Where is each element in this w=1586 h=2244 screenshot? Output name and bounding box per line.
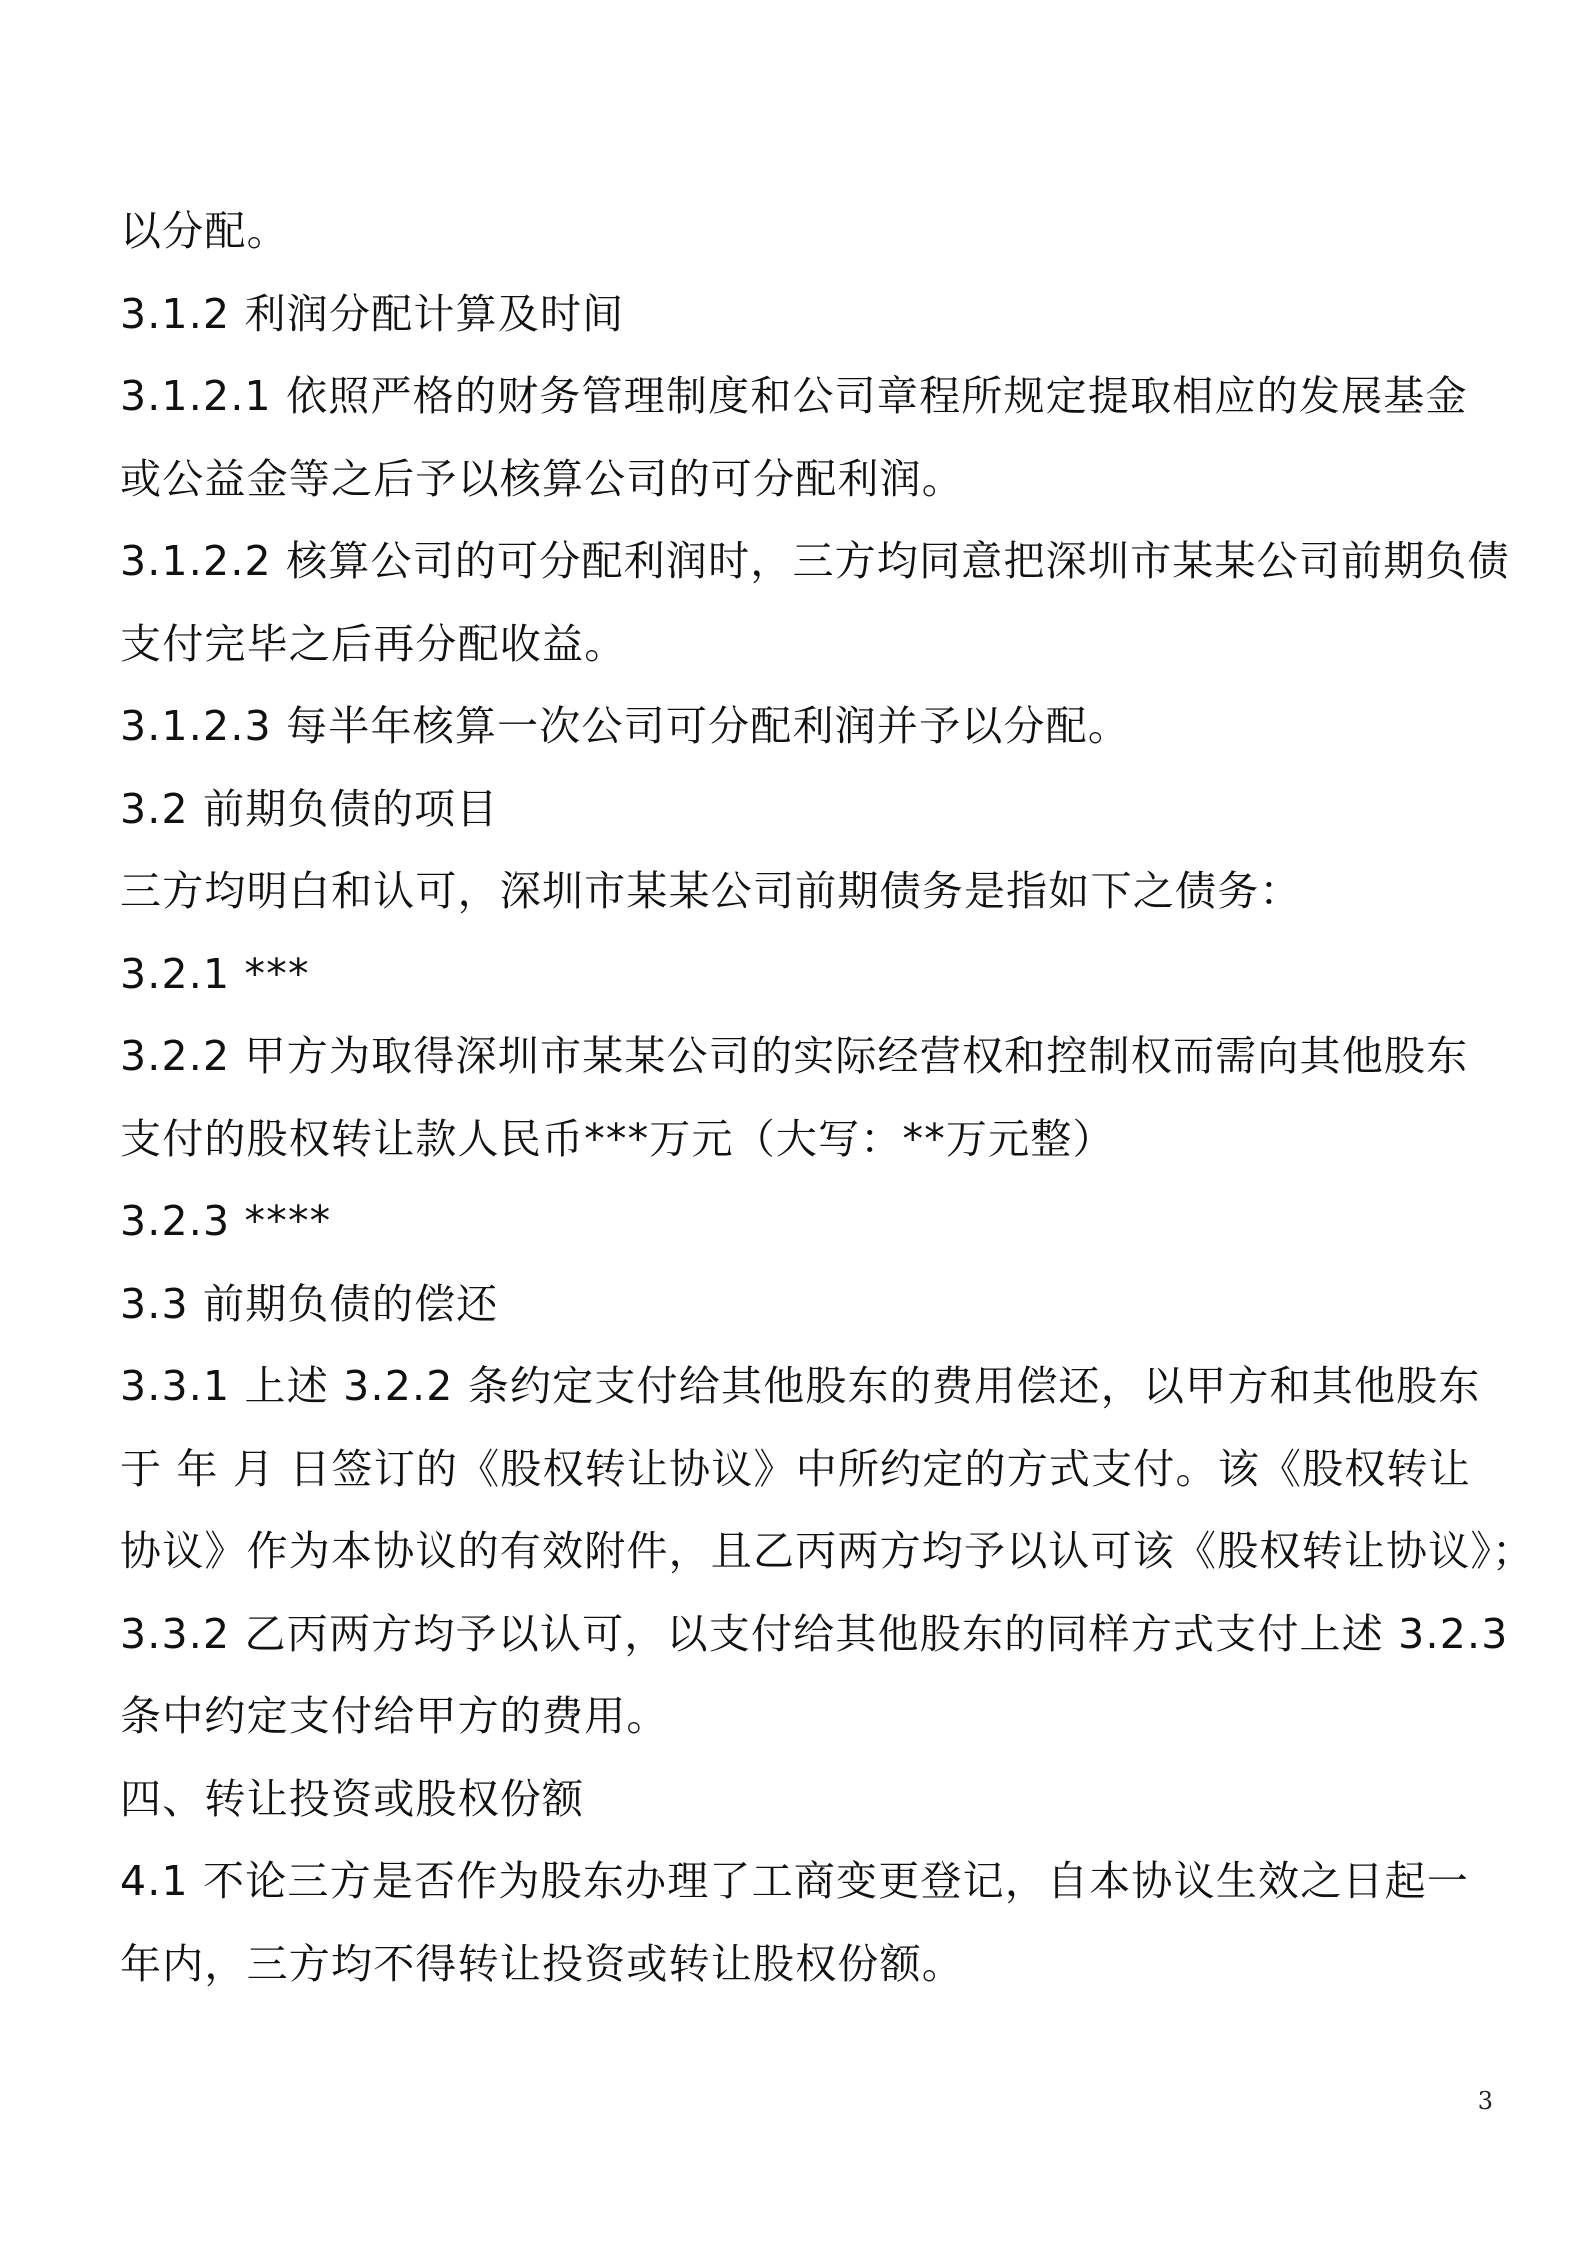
text-line: 3.3.1 上述 3.2.2 条约定支付给其他股东的费用偿还，以甲方和其他股东 [120, 1362, 1481, 1410]
text-line: 3.2.3 **** [120, 1197, 332, 1245]
section-heading: 四、转让投资或股权份额 [120, 1774, 585, 1823]
text-line: 3.2.1 *** [120, 949, 310, 998]
text-line: 或公益金等之后予以核算公司的可分配利润。 [120, 454, 964, 503]
text-line: 3.1.2.3 每半年核算一次公司可分配利润并予以分配。 [120, 702, 1131, 750]
text-line: 3.1.2.2 核算公司的可分配利润时，三方均同意把深圳市某某公司前期负债 [120, 537, 1510, 585]
text-line: 以分配。 [120, 207, 289, 255]
page-number: 3 [1477, 2087, 1493, 2115]
text-line: 支付完毕之后再分配收益。 [120, 619, 627, 668]
text-line: 4.1 不论三方是否作为股东办理了工商变更登记，自本协议生效之日起一 [120, 1857, 1470, 1905]
text-line: 三方均明白和认可，深圳市某某公司前期债务是指如下之债务： [120, 867, 1302, 915]
section-heading: 3.1.2 利润分配计算及时间 [120, 289, 625, 338]
text-line: 支付的股权转让款人民币***万元（大写：**万元整） [120, 1114, 1115, 1163]
document-body [120, 190, 1535, 2005]
text-line: 于 年 月 日签订的《股权转让协议》中所约定的方式支付。该《股权转让 [120, 1444, 1471, 1493]
text-line: 协议》作为本协议的有效附件，且乙丙两方均予以认可该《股权转让协议》； [120, 1527, 1535, 1575]
section-heading: 3.2 前期负债的项目 [120, 784, 499, 833]
text-line: 年内，三方均不得转让投资或转让股权份额。 [120, 1939, 964, 1988]
text-line: 条中约定支付给甲方的费用。 [120, 1692, 669, 1740]
text-line: 3.2.2 甲方为取得深圳市某某公司的实际经营权和控制权而需向其他股东 [120, 1032, 1469, 1080]
text-line: 3.3.2 乙丙两方均予以认可，以支付给其他股东的同样方式支付上述 3.2.3 [120, 1609, 1509, 1658]
section-heading: 3.3 前期负债的偿还 [120, 1279, 499, 1328]
text-line: 3.1.2.1 依照严格的财务管理制度和公司章程所规定提取相应的发展基金 [120, 372, 1468, 420]
